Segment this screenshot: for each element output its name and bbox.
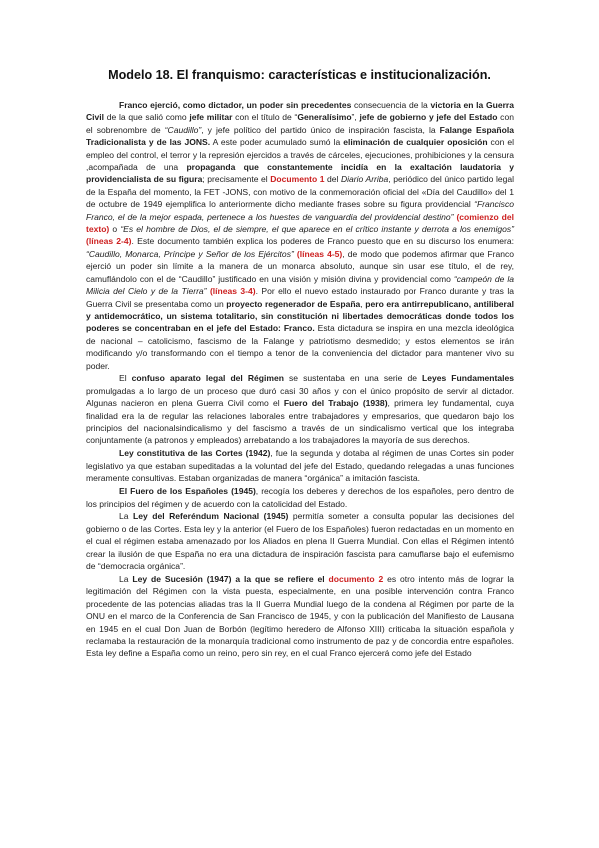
highlighted-reference: documento 2 (328, 573, 384, 584)
text-run: ”, (351, 112, 360, 123)
text-run: con el sobrenombre de (86, 112, 514, 135)
text-run: o (109, 224, 121, 235)
text-run: promulgadas a lo largo de un proceso que duró casi 30 años y con el único propósito de servir al dictador. Algunas nacieron en plena Guerra Civil como el (86, 385, 514, 409)
bold-text-run: Generalísimo (297, 112, 352, 123)
highlighted-reference: (comienzo del texto) (86, 211, 514, 235)
paragraph-ley-cortes (86, 447, 514, 484)
bold-text-run: El Fuero de los Españoles (1945) (119, 486, 256, 497)
bold-text-run: victoria en la Guerra Civil (86, 100, 514, 123)
document-body (86, 99, 514, 660)
text-run: , y jefe político del partido único de inspiración fascista, la (201, 124, 440, 135)
bold-text-run: Fuero del Trabajo (1938) (283, 398, 388, 409)
bold-text-run: Franco ejerció, como dictador, un poder sin precedentes (119, 100, 352, 110)
text-run: permitía someter a consulta popular las decisiones del gobierno o de las Cortes. Esta ley y la anterior (el Fuero de los Españoles) fueron redactadas en un momento en el cual el régimen estaba amenazado por los Aliados en plena II Guerra Mundial. Con ellas el Régimen intentó crear la ilusión de que España no era una dictadura de inspiración fascista para camuflarse bajo el eufemismo de “democracia orgánica”. (86, 511, 515, 572)
text-run: Esta dictadura se inspira en una mezcla ideológica de nacional – catolicismo, fascismo de la Falange y patriotismo desmedido; y estos elementos se irán modificando y/o transformando con el tiempo a tenor de la conveniencia del dictador para mantener vivo su poder. (86, 323, 515, 371)
text-run: , de modo que podemos afirmar que Franco ejerció un poder sin límite a la manera de un monarca absoluto, aunque sin usar ese título, el de rey, camuflándolo con el de “Caudillo” justificado en una visión y misión divina y providencial como (86, 248, 515, 284)
paragraph-aparato-legal (86, 372, 514, 446)
highlighted-reference: (líneas 4-5) (296, 248, 343, 259)
text-run: del (324, 174, 341, 185)
text-run: es otro intento más de lograr la legitimación del Régimen con la vista puesta, especialmente, en una posible intervención contra Franco procedente de las potencias aliadas tras la II Guerra Mundial luego de la condena al Régimen por parte de la ONU en el marco de la Conferencia de San Francisco de 1945, y con la publicación del Manifiesto de Lausana en 1945 en el cual Don Juan de Borbón (legítimo heredero de Alfonso XIII) criticaba la situación española y reclamaba la restauración de la monarquía tradicional como instrumento de paz y de concordia entre españoles. Esta ley define a España como un reino, pero sin rey, en el cual Franco ejercerá como jefe del Estado (86, 573, 515, 659)
bold-text-run: Ley de Sucesión (1947) a la que se refiere el (132, 573, 325, 584)
bold-text-run: propaganda que constantemente incidía en la exaltación laudatoria y providencialista de su figura (86, 162, 514, 185)
text-run: , fue la segunda y dotaba al régimen de unas Cortes sin poder legislativo ya que estaban supeditadas a la voluntad del jefe del Estado, quedando relegadas a unas funciones meramente consultivas. Estaban organizadas de manera “orgánica” a imitación fascista. (86, 448, 514, 484)
bold-text-run: pero era antirrepublicano, antiliberal y antidemocrático, un sistema totalitario, sin constitución ni libertades democráticas donde todos los poderes se concentraban en el jefe del Estado: Franco. (86, 298, 514, 334)
italic-text-run: “Caudillo” (164, 124, 202, 135)
bold-text-run: Falange Española Tradicionalista y de las JONS. (86, 124, 514, 148)
highlighted-reference: (líneas 3-4) (209, 286, 256, 297)
text-run: . Este documento también explica los poderes de Franco puesto que en su discurso los enumera: (131, 236, 514, 247)
bold-text-run: confuso aparato legal del Régimen (131, 373, 284, 384)
text-run: , primera ley fundamental, cuya finalidad era la de regular las relaciones laborales entre trabajadores y empresarios, que quedaron bajo los principios del nacionalsindicalismo y del fascismo a través de un sindicalismo vertical que los integraba conjuntamente (a patronos y empleados) arrebatando a los trabajadores la mayoría de sus derechos. (86, 398, 514, 446)
text-run: de la que salió como (104, 112, 190, 123)
text-run: con el empleo del control, el terror y la represión ejercidos a través de cárceles, ejecuciones, prohibiciones y la censura ,acompañada de una (86, 137, 514, 173)
text-run: con el título de “ (232, 112, 298, 123)
text-run: se sustentaba en una serie de (283, 373, 423, 384)
paragraph-franco-poder (86, 99, 514, 372)
bold-text-run: jefe militar (189, 112, 233, 123)
bold-text-run: Ley del Referéndum Nacional (1945) (133, 511, 289, 522)
text-run: La (119, 511, 134, 522)
bold-text-run: Ley constitutiva de las Cortes (1942) (119, 448, 271, 459)
document-title: Modelo 18. El franquismo: características e institucionalización. (108, 68, 491, 82)
italic-text-run: “Caudillo, Monarca, Príncipe y Señor de los Ejércitos” (86, 248, 294, 259)
italic-text-run: “campeón de la Milicia del Cielo y de la Tierra” (86, 273, 514, 297)
bold-text-run: Leyes Fundamentales (422, 373, 515, 384)
text-run: , (360, 298, 366, 309)
text-run: consecuencia de la (351, 100, 431, 110)
highlighted-reference: Documento 1 (270, 174, 325, 185)
bold-text-run: eliminación de cualquier oposición (343, 137, 488, 148)
text-run: ; precisamente el (202, 174, 271, 185)
highlighted-reference: (líneas 2-4) (86, 236, 132, 247)
text-run: , periódico del único partido legal de la España del momento, la FET -JONS, con motivo de la conmemoración oficial del «Día del Caudillo» del 1 de octubre de 1949 ejemplifica lo anteriormente dicho mediante frases sobre su figura providencial (86, 174, 515, 210)
text-run: . Por ello el nuevo estado instaurado por Franco durante y tras la Guerra Civil se presentaba como un (86, 286, 514, 309)
text-run: El (119, 373, 132, 384)
bold-text-run: jefe de gobierno y jefe del Estado (359, 112, 498, 123)
bold-text-run: proyecto regenerador de España (226, 298, 361, 309)
paragraph-referendum (86, 510, 514, 572)
italic-text-run: “Es el hombre de Dios, el de siempre, el que aparece en el crítico instante y derrota a los enemigos” (120, 224, 514, 235)
text-run: , recogía los deberes y derechos de los españoles, pero dentro de los principios del régimen y de acuerdo con la catolicidad del Estado. (86, 486, 514, 509)
italic-text-run: “Francisco Franco, el de la mejor espada, pertenece a los huestes de vanguardia del providencial destino” (86, 199, 514, 222)
text-run: A este poder acumulado sumó la (210, 137, 344, 148)
italic-text-run: Diario Arriba (340, 174, 389, 185)
paragraph-ley-sucesion (86, 573, 514, 660)
text-run: La (119, 573, 133, 584)
paragraph-fuero-espanoles (86, 485, 514, 510)
